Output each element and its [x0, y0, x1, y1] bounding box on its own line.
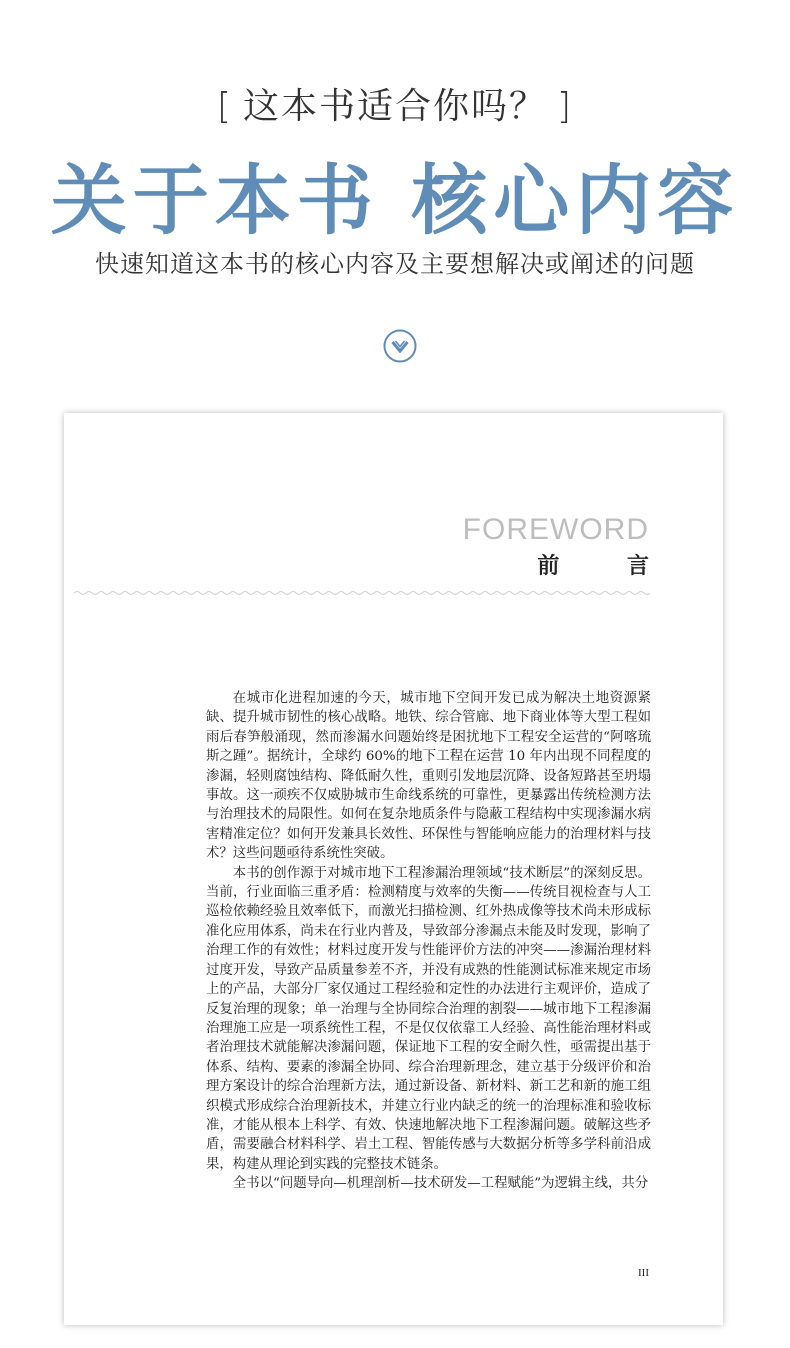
page-subtitle: 快速知道这本书的核心内容及主要想解决或阐述的问题 [95, 250, 695, 278]
foreword-body [206, 689, 651, 1194]
page-title: 关于本书 核心内容 [50, 156, 740, 245]
question-line [0, 78, 790, 129]
chevron-down-circle-icon[interactable] [383, 329, 417, 363]
promo-header [0, 0, 790, 400]
bracket-right: ] [557, 86, 574, 127]
page-number: III [638, 1267, 649, 1279]
paragraph: 本书的创作源于对城市地下工程渗漏治理领域“技术断层”的深刻反思。当前，行业面临三重矛盾：检测精度与效率的失衡——传统目视检查与人工巡检依赖经验且效率低下，而激光扫描检测、红外热成像等技术尚未形成标准化应用体系，尚未在行业内普及，导致部分渗漏点未能及时发现，影响了治理工作的有效性；材料过度开发与性能评价方法的冲突——渗漏治理材料过度开发，导致产品质量参差不齐，并没有成熟的性能测试标准来规定市场上的产品，大部分厂家仅通过工程经验和定性的办法进行主观评价，造成了反复治理的现象；单一治理与全协同综合治理的割裂——城市地下工程渗漏治理施工应是一项系统性工程，不是仅仅依靠工人经验、高性能治理材料或者治理技术就能解决渗漏问题，保证地下工程的安全耐久性，亟需提出基于体系、结构、要素的渗漏全协同、综合治理新理念，建立基于分级评价和治理方案设计的综合治理新方法，通过新设备、新材料、新工艺和新的施工组织模式形成综合治理新技术，并建立行业内缺乏的统一的治理标准和验收标准，才能从根本上科学、有效、快速地解决地下工程渗漏问题。破解这些矛盾，需要融合材料科学、岩土工程、智能传感与大数据分析等多学科前沿成果，构建从理论到实践的完整技术链条。 [206, 865, 651, 1172]
paragraph: 在城市化进程加速的今天，城市地下空间开发已成为解决土地资源紧缺、提升城市韧性的核心战略。地铁、综合管廊、地下商业体等大型工程如雨后春笋般涌现，然而渗漏水问题始终是困扰地下工程安全运营的“阿喀琉斯之踵”。据统计，全球约 60%的地下工程在运营 10 年内出现不同程度的渗漏，轻则腐蚀结构、降低耐久性，重则引发地层沉降、设备短路甚至坍塌事故。这一顽疾不仅威胁城市生命线系统的可靠性，更暴露出传统检测方法与治理技术的局限性。如何在复杂地质条件与隐蔽工程结构中实现渗漏水病害精准定位？如何开发兼具长效性、环保性与智能响应能力的治理材料与技术？这些问题亟待系统性突破。 [206, 691, 651, 862]
question-text: 这本书适合你吗？ [242, 86, 547, 127]
bracket-left: [ [216, 86, 233, 127]
book-page [64, 413, 723, 1325]
paragraph: 全书以“问题导向—机理剖析—技术研发—工程赋能”为逻辑主线，共分 [232, 1176, 649, 1192]
wavy-divider [74, 589, 652, 597]
foreword-heading-zh: 前 言 [537, 554, 679, 579]
foreword-heading-en: FOREWORD [462, 513, 649, 546]
